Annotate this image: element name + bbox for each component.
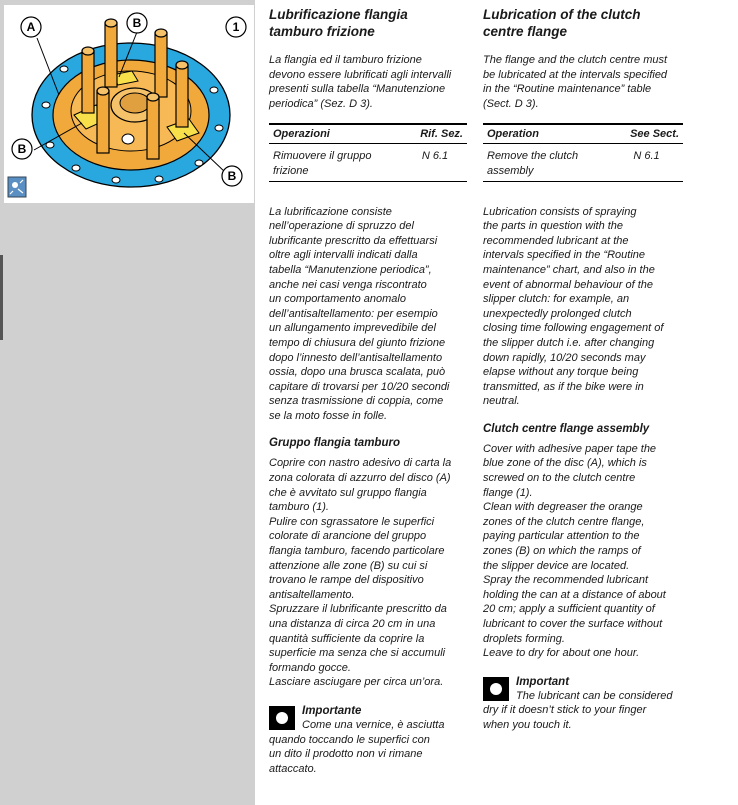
callout-b: B — [227, 169, 237, 183]
table-header-reference: Rif. Sez. — [403, 124, 467, 144]
italian-column — [269, 6, 467, 776]
important-note: Importante Come una vernice, è asciutta quando toccando le superfici con un dito il prodotto non vi rimane attaccato. — [269, 704, 467, 776]
callout-b: B — [132, 16, 142, 30]
table-row: Rimuovere il gruppo frizione N 6.1 — [269, 144, 467, 181]
page-title: Lubrication of the clutch centre flange — [483, 7, 641, 39]
table-header-operation: Operazioni — [269, 124, 403, 144]
section-heading: Clutch centre flange assembly — [483, 422, 650, 435]
important-note: Important The lubricant can be considered dry if it doesn’t stick to your finger when you touch it. — [483, 675, 683, 733]
lubrication-description: La lubrificazione consiste nell’operazione di spruzzo del lubrificante prescritto da effettuarsi oltre agli intervalli indicati dalla tabella “Manutenzione periodica”, anche nei casi venga riscontrato un comportamento anomalo dell’antisaltellamento: per esempio un allungamento imprevedibile del tempo di chiusura del giunto frizione dopo l’innesto dell’antisaltellamento ossia, dopo una brusca scalata, può capitare di trovarsi per 10/20 secondi senza trasmissione di coppia, come se la moto fosse in folle. — [269, 205, 450, 422]
english-column — [483, 6, 683, 733]
margin-tab-marker — [0, 255, 3, 340]
clutch-flange-figure — [4, 5, 254, 203]
table-row: Remove the clutch assembly N 6.1 — [483, 144, 683, 181]
operations-table — [269, 123, 467, 181]
table-header-reference: See Sect. — [610, 124, 683, 144]
lubrication-description: Lubrication consists of spraying the parts in question with the recommended lubricant at the intervals specified in the “Routine maintenance” chart, and also in the event of abnormal behaviour of the slipper clutch: for example, an unexpectedly prolonged clutch closing time following engagement of the slipper dutch i.e. after changing down rapidly, 10/20 seconds may elapse without any torque being transmitted, as if the bike were in neutral. — [483, 205, 664, 408]
left-margin-panel — [0, 0, 255, 805]
lubrication-icon — [8, 177, 26, 197]
clutch-illustration — [4, 5, 254, 203]
section-heading: Gruppo flangia tamburo — [269, 437, 400, 450]
procedure-steps: Coprire con nastro adesivo di carta la zona colorata di azzurro del disco (A) che è avvitato sul gruppo flangia tamburo (1). Pulire con sgrassatore le superfici colorate di arancione del gruppo flangia tamburo, facendo particolare attenzione alle zone (B) su cui si trovano le rampe del dispositivo antisaltellamento. Spruzzare il lubrificante prescritto da una distanza di circa 20 cm in una quantità sufficiente da coprire la superficie ma senza che si accumuli formando gocce. Lasciare asciugare per circa un’ora. — [269, 457, 452, 689]
figure-number: 1 — [232, 20, 240, 34]
operations-table — [483, 123, 683, 181]
important-icon — [269, 706, 295, 730]
important-title: Importante — [302, 704, 362, 717]
table-header-operation: Operation — [483, 124, 610, 144]
callout-b: B — [17, 142, 27, 156]
intro-paragraph: The flange and the clutch centre must be lubricated at the intervals specified in the “Routine maintenance” table (Sect. D 3). — [483, 54, 668, 110]
important-icon — [483, 677, 509, 701]
intro-paragraph: La flangia ed il tamburo frizione devono essere lubrificati agli intervalli presenti sulla tabella “Manutenzione periodica” (Sez. D 3). — [269, 54, 452, 110]
page-title: Lubrificazione flangia tamburo frizione — [269, 7, 408, 39]
callout-a: A — [26, 20, 36, 34]
important-title: Important — [516, 675, 570, 688]
procedure-steps: Cover with adhesive paper tape the blue zone of the disc (A), which is screwed on to the clutch centre flange (1). Clean with degreaser the orange zones of the clutch centre flange, paying particular attention to the zones (B) on which the ramps of the slipper device are located. Spray the recommended lubricant holding the can at a distance of about 20 cm; apply a sufficient quantity of lubricant to cover the surface without droplets forming. Leave to dry for about one hour. — [483, 442, 666, 660]
